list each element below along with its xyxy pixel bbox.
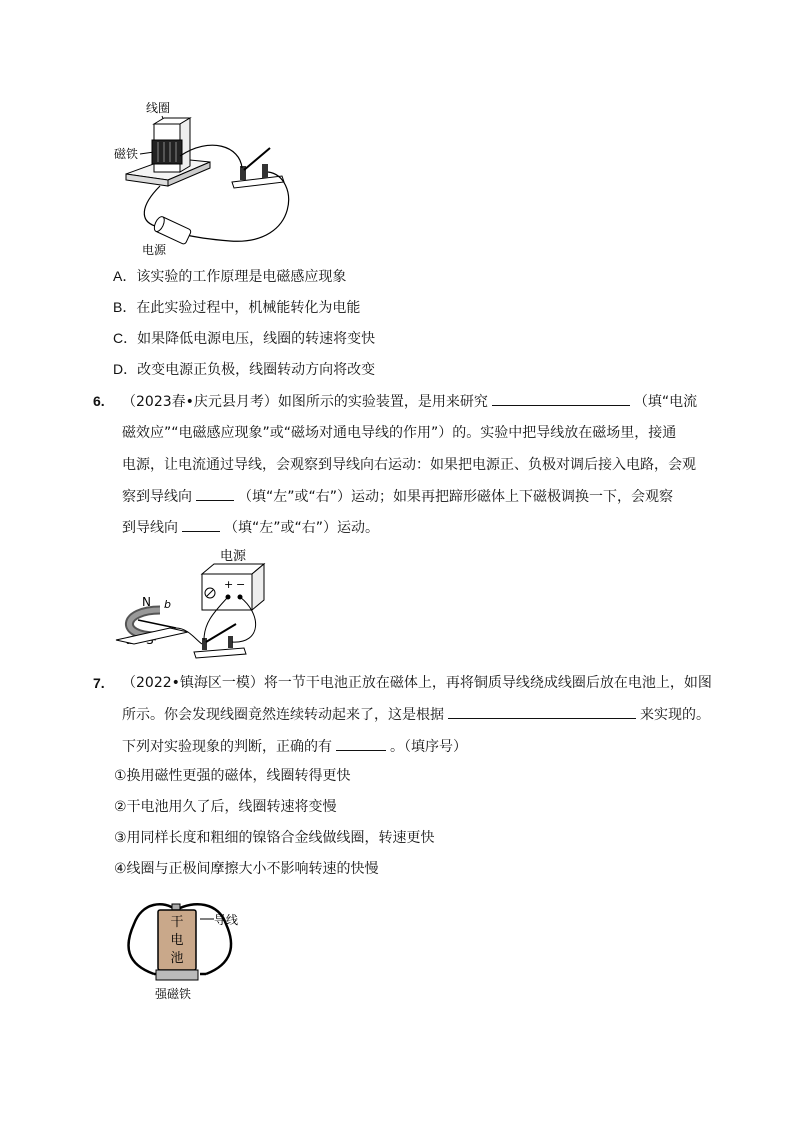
question-6-number: 6. (93, 393, 105, 409)
battery-char-2: 电 (170, 933, 184, 948)
q7-blank-1[interactable] (448, 704, 636, 719)
q6-text: （填“左”或“右”）运动。 (224, 520, 380, 536)
option-text: 改变电源正负极，线圈转动方向将改变 (137, 362, 376, 378)
q6-blank-3[interactable] (182, 517, 220, 532)
q7-text: 。（填序号） (390, 739, 467, 755)
option-c[interactable] (113, 328, 375, 349)
minus-sign: − (236, 578, 246, 591)
q6-text: （填“电流 (633, 394, 698, 410)
q6-text: 到导线向 (122, 520, 178, 536)
q6-text: （填“左”或“右”）运动；如果再把蹄形磁体上下磁极调换一下，会观察 (238, 489, 674, 505)
magnet-label: 磁铁 (114, 147, 139, 161)
option-letter: C． (113, 330, 138, 346)
power-source-label: 电源 (220, 549, 247, 564)
figure-motor-apparatus (110, 96, 300, 261)
question-7-number: 7. (93, 675, 105, 691)
q6-line-2: 磁效应”“电磁感应现象”或“磁场对通电导线的作用”）的。实验中把导线放在磁场里，接通 (122, 425, 677, 441)
option-b[interactable] (113, 297, 360, 318)
q7-line-3 (122, 736, 467, 757)
option-a[interactable] (113, 266, 346, 287)
figure-battery-motor (114, 894, 254, 1006)
battery-char-1: 干 (170, 915, 184, 930)
option-text: 在此实验过程中，机械能转化为电能 (136, 300, 361, 316)
q7-text: 来实现的。 (640, 707, 710, 723)
q7-item-4: ④线圈与正极间摩擦大小不影响转速的快慢 (114, 861, 379, 877)
q7-line-1: （2022•镇海区一模）将一节干电池正放在磁体上，再将铜质导线绕成线圈后放在电池上，如图 (122, 675, 712, 691)
option-letter: A． (113, 268, 137, 284)
option-letter: D． (113, 361, 138, 377)
q6-text: 察到导线向 (122, 489, 192, 505)
plus-sign: + (224, 578, 234, 591)
q6-text: （2023春•庆元县月考）如图所示的实验装置，是用来研究 (122, 394, 488, 410)
q7-line-2 (122, 704, 710, 725)
strong-magnet-label: 强磁铁 (155, 987, 192, 1001)
q6-blank-1[interactable] (492, 391, 630, 406)
q7-text: 所示。你会发现线圈竟然连续转动起来了，这是根据 (122, 707, 444, 723)
wire-label: 导线 (214, 913, 239, 927)
option-letter: B． (113, 299, 137, 315)
q6-line-3: 电源，让电流通过导线，会观察到导线向右运动：如果把电源正、负极对调后接入电路，会观 (122, 457, 696, 473)
q6-line-4 (122, 486, 673, 507)
q7-text: 下列对实验现象的判断，正确的有 (122, 739, 332, 755)
q6-line-1 (122, 391, 697, 412)
pole-n-label: N (142, 595, 151, 609)
q6-blank-2[interactable] (196, 486, 234, 501)
q7-item-2: ②干电池用久了后，线圈转速将变慢 (114, 799, 337, 815)
figure-horseshoe-experiment (112, 544, 272, 666)
source-label: 电源 (142, 243, 167, 257)
coil-label: 线圈 (146, 101, 171, 115)
q6-line-5 (122, 517, 379, 538)
battery-char-3: 池 (170, 951, 184, 966)
q7-item-1: ①换用磁性更强的磁体，线圈转得更快 (114, 768, 351, 784)
wire-end-b-label: b (164, 598, 171, 611)
q7-item-3: ③用同样长度和粗细的镍铬合金线做线圈，转速更快 (114, 830, 435, 846)
option-d[interactable] (113, 359, 375, 380)
q7-blank-2[interactable] (336, 736, 386, 751)
option-text: 该实验的工作原理是电磁感应现象 (136, 269, 347, 285)
option-text: 如果降低电源电压，线圈的转速将变快 (137, 331, 376, 347)
